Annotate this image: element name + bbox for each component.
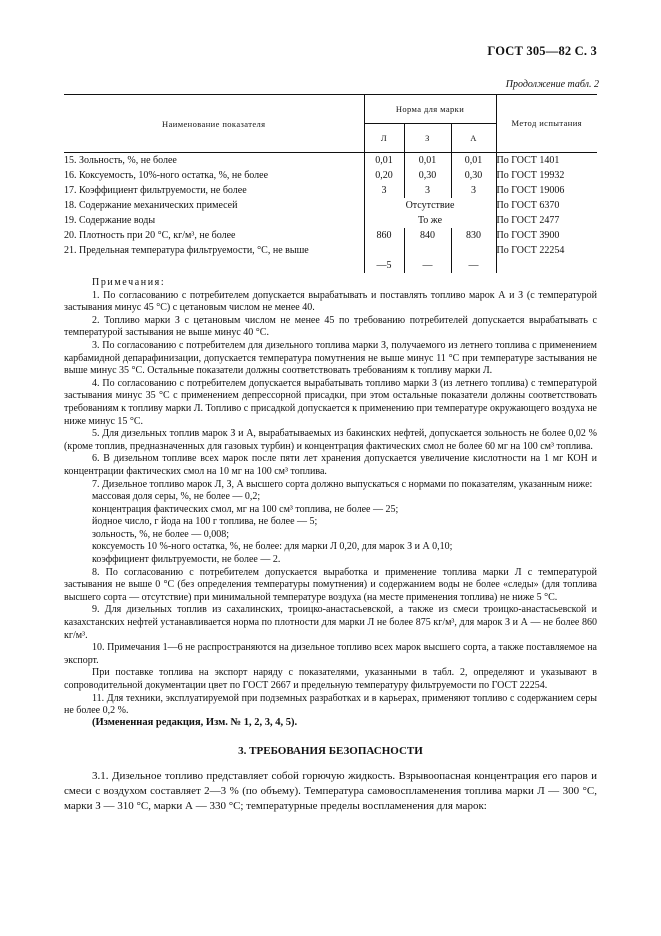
note-9: 9. Для дизельных топлив из сахалинских, троицко-анастасьевской, а также из смеси троицко-анастасьевской и казахстанских нефтей устанавливается норма по плотности для марки Л не более 875 кг/м³, для марок З и А — не более 860 кг/м³. [64,604,597,641]
col-header-norm: Норма для марки [364,95,496,124]
table-row [64,168,597,183]
table-row [64,228,597,243]
row-value-l: 3 [364,183,404,198]
notes-block [64,277,597,718]
row-method: По ГОСТ 1401 [496,153,597,169]
row-name: 17. Коэффициент фильтруемости, не более [64,185,247,196]
note-10: 10. Примечания 1—6 не распространяются на дизельное топливо всех марок высшего сорта, а также поставляемое на экспорт. [64,642,597,666]
row-value-a: 0,01 [451,153,496,169]
row-method: По ГОСТ 2477 [496,213,597,228]
table-row [64,198,597,213]
row-value-l: —5 [364,243,404,273]
row-value-merged: Отсутствие [364,198,496,213]
row-name: 20. Плотность при 20 °С, кг/м³, не более [64,230,236,241]
row-value-a: — [451,243,496,273]
row-value-l: 860 [364,228,404,243]
note-5: 5. Для дизельных топлив марок З и А, вырабатываемых из бакинских нефтей, допускается зольность не более 0,02 % (кроме топлив, предназначенных для газовых турбин) и концентрация фактических смол не более 60 мг на 100 см³ топлива. [64,428,597,452]
row-name: 21. Предельная температура фильтруемости, °С, не выше [64,245,309,256]
revision-note: (Измененная редакция, Изм. № 1, 2, 3, 4, 5). [92,717,298,728]
note-1: 1. По согласованию с потребителем допускается вырабатывать и поставлять топливо марок А и З (с температурой застывания минус 45 °С) с цетановым числом не менее 40. [64,289,597,314]
table-row [64,243,597,273]
row-method: По ГОСТ 19006 [496,183,597,198]
col-header-method: Метод испытания [496,95,597,153]
row-value-z: — [404,243,451,273]
row-value-a: 830 [451,228,496,243]
indicators-table [64,94,597,273]
note-7-item: коэффициент фильтруемости, не более — 2. [92,554,281,566]
row-name: 19. Содержание воды [64,215,156,226]
section-title: 3. ТРЕБОВАНИЯ БЕЗОПАСНОСТИ [238,745,423,757]
col-header-name: Наименование показателя [162,118,266,129]
table-continuation-label: Продолжение табл. 2 [505,79,599,90]
note-6: 6. В дизельном топливе всех марок после пяти лет хранения допускается увеличение кислотности на 1 мг КОН и концентрации фактических смол на 10 мг на 100 см³ топлива. [64,453,597,477]
row-name: 15. Зольность, %, не более [64,155,177,166]
note-11: 11. Для техники, эксплуатируемой при подземных разработках и в карьерах, применяют топливо с содержанием серы не более 0,2 %. [64,692,597,717]
row-value-l: 0,20 [364,168,404,183]
row-value-a: 3 [451,183,496,198]
page-header: ГОСТ 305—82 С. 3 [487,44,597,58]
row-method: По ГОСТ 3900 [496,228,597,243]
note-4: 4. По согласованию с потребителем допускается вырабатывать топливо марки З (из летнего топлива) с температурой застывания минус 35 °С с применением депрессорной присадки, при этом остальные показатели должны соответствовать требованиям к топливу марки Л. Топливо с присадкой допускается к применению при температуре окружающего воздуха не ниже минус 15 °С. [64,377,597,427]
notes-title: Примечания: [92,277,166,288]
col-header-grade-l: Л [364,124,404,153]
row-value-l: 0,01 [364,153,404,169]
note-7: 7. Дизельное топливо марок Л, З, А высшего сорта должно выпускаться с нормами по показателям, указанным ниже: [92,478,593,490]
note-7-item: йодное число, г йода на 100 г топлива, не более — 5; [92,516,318,528]
row-value-z: 0,30 [404,168,451,183]
section-paragraph: 3.1. Дизельное топливо представляет собой горючую жидкость. Взрывоопасная концентрация его паров и смеси с воздухом составляет 2—3 % (по объему). Температура самовоспламенения топлива марки Л — 300 °С, марки З — 310 °С, марки А — 330 °С; температурные пределы воспламенения для марок: [64,770,597,812]
note-7-item: концентрация фактических смол, мг на 100 см³ топлива, не более — 25; [92,503,399,515]
row-value-a: 0,30 [451,168,496,183]
row-method: По ГОСТ 19932 [496,168,597,183]
table-row [64,213,597,228]
row-value-z: 0,01 [404,153,451,169]
row-name: 16. Коксуемость, 10%-ного остатка, %, не более [64,170,269,181]
row-value-z: 840 [404,228,451,243]
col-header-grade-z: З [404,124,451,153]
row-method: По ГОСТ 6370 [496,198,597,213]
note-7-item: зольность, %, не более — 0,008; [92,528,230,540]
note-7-item: массовая доля серы, %, не более — 0,2; [92,491,261,503]
section-body [64,769,597,814]
note-export: При поставке топлива на экспорт наряду с показателями, указанными в табл. 2, определяют и указывают в сопроводительной документации цвет по ГОСТ 2667 и предельную температуру фильтруемости по ГОСТ 22254. [64,667,597,691]
row-name: 18. Содержание механических примесей [64,200,238,211]
note-2: 2. Топливо марки З с цетановым числом не менее 45 по требованию потребителей допускается вырабатывать с температурой застывания не выше минус 40 °С. [64,314,597,339]
note-8: 8. По согласованию с потребителем допускается выработка и применение топлива марки Л с температурой застывания не выше 0 °С (без определения температуры помутнения) и содержанием воды не более «следы» (для топлива высшего сорта — отсутствие) при минимальной температуре воздуха (на месте применения топлива) не ниже 5 °С. [64,566,597,603]
table-row [64,153,597,169]
note-7-item: коксуемость 10 %-ного остатка, %, не более: для марки Л 0,20, для марок З и А 0,10; [92,541,453,553]
table-row [64,183,597,198]
row-value-z: 3 [404,183,451,198]
row-value-merged: То же [364,213,496,228]
col-header-grade-a: А [451,124,496,153]
row-method: По ГОСТ 22254 [496,243,597,273]
note-3: 3. По согласованию с потребителем для дизельного топлива марки З, получаемого из летнего топлива с применением карбамидной депарафинизации, допускается температура помутнения не выше минус 11 °С при температуре застывания не выше минус 35 °С. Остальные показатели должны соответствовать требованиям к топливу марки Л. [64,339,597,377]
